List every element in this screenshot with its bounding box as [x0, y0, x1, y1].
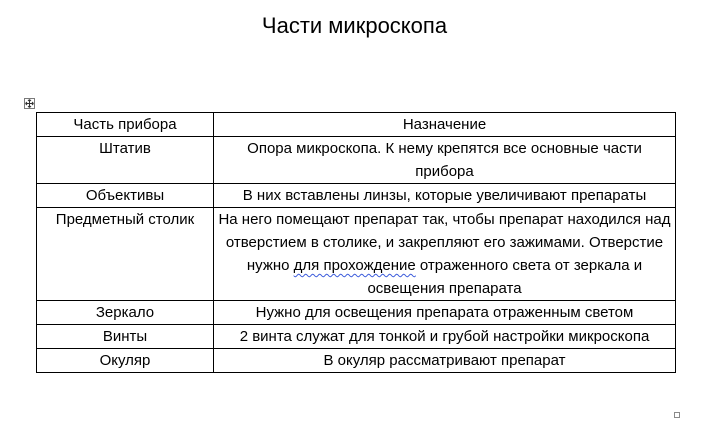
table-row — [37, 208, 676, 301]
cell-part: Штатив — [37, 137, 214, 184]
cell-purpose: 2 винта служат для тонкой и грубой настройки микроскопа — [214, 325, 676, 349]
microscope-parts-table — [36, 112, 676, 373]
cell-part: Зеркало — [37, 301, 214, 325]
table-resize-handle-icon[interactable] — [674, 412, 680, 418]
cell-part: Объективы — [37, 184, 214, 208]
spellcheck-underlined-text: для прохождение — [293, 257, 416, 274]
cell-purpose: В окуляр рассматривают препарат — [214, 349, 676, 373]
cell-purpose: Опора микроскопа. К нему крепятся все основные части прибора — [214, 137, 676, 184]
cell-part: Винты — [37, 325, 214, 349]
cell-purpose: В них вставлены линзы, которые увеличивают препараты — [214, 184, 676, 208]
table-row — [37, 325, 676, 349]
cell-purpose: Нужно для освещения препарата отраженным светом — [214, 301, 676, 325]
page-title: Части микроскопа — [261, 13, 448, 38]
cell-purpose-text-start: На него помещают препарат так, чтобы препарат находился над отверстием в столике, и закрепляют его зажимами. Отверстие нужно — [218, 211, 671, 274]
table-move-handle-icon[interactable] — [24, 98, 35, 109]
move-arrows-icon — [25, 99, 34, 108]
cell-part: Окуляр — [37, 349, 214, 373]
table-row — [37, 301, 676, 325]
cell-purpose-text-end: отраженного света от зеркала и освещения препарата — [367, 257, 643, 297]
cell-purpose — [214, 208, 676, 301]
column-header-purpose: Назначение — [214, 113, 676, 137]
table-row — [37, 137, 676, 184]
table-row — [37, 349, 676, 373]
table-row — [37, 184, 676, 208]
column-header-part: Часть прибора — [37, 113, 214, 137]
cell-part: Предметный столик — [37, 208, 214, 301]
table-header-row — [37, 113, 676, 137]
